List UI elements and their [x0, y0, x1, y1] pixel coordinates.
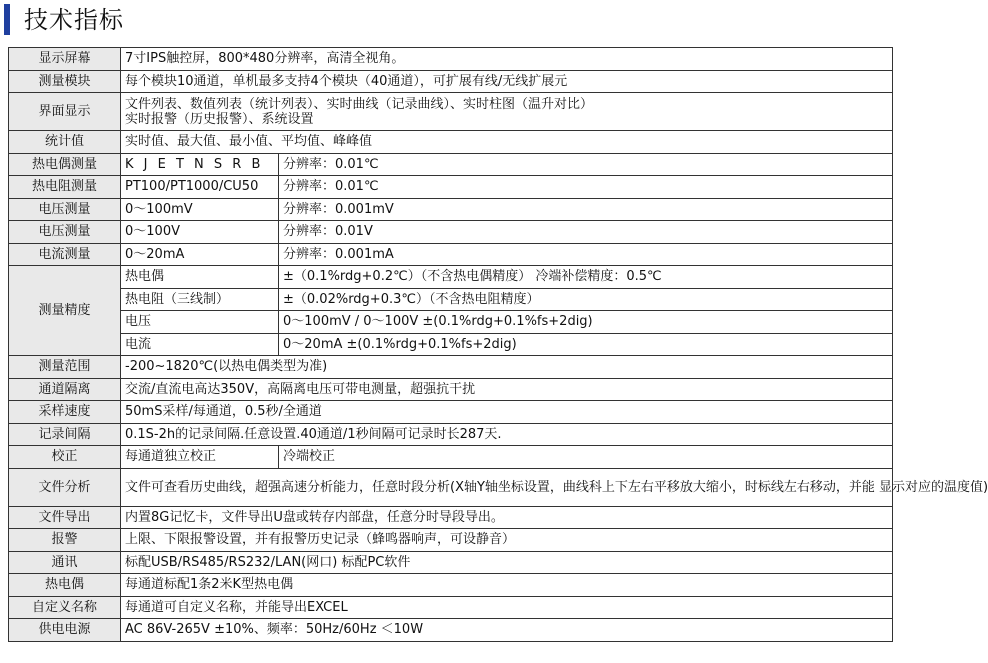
row-value-line: 文件列表、数值列表（统计列表）、实时曲线（记录曲线）、实时柱图（温升对比）	[125, 96, 594, 112]
row-label: 采样速度	[9, 401, 121, 424]
row-types: PT100/PT1000/CU50	[121, 176, 279, 199]
row-value: 每通道可自定义名称，并能导出EXCEL	[121, 596, 893, 619]
row-label: 记录间隔	[9, 423, 121, 446]
row-label: 校正	[9, 446, 121, 469]
row-types: K J E T N S R B	[121, 153, 279, 176]
table-row	[9, 356, 893, 379]
accuracy-item-name: 热电偶	[121, 266, 279, 289]
row-resolution: 分辨率：0.001mV	[279, 198, 893, 221]
row-resolution: 分辨率：0.01V	[279, 221, 893, 244]
row-value: 每通道标配1条2米K型热电偶	[121, 574, 893, 597]
page-title: 技术指标	[24, 6, 124, 34]
row-label: 显示屏幕	[9, 48, 121, 71]
table-row	[9, 221, 893, 244]
table-row	[9, 574, 893, 597]
table-row	[9, 176, 893, 199]
row-resolution: 分辨率：0.001mA	[279, 243, 893, 266]
spec-table	[8, 47, 988, 642]
table-row	[9, 423, 893, 446]
row-label: 文件导出	[9, 506, 121, 529]
row-label: 统计值	[9, 131, 121, 154]
row-value-right: 冷端校正	[279, 446, 893, 469]
row-value: 上限、下限报警设置，并有报警历史记录（蜂鸣器响声，可设静音）	[121, 529, 893, 552]
accuracy-item-value: ±（0.1%rdg+0.2℃）（不含热电偶精度） 冷端补偿精度：0.5℃	[279, 266, 893, 289]
row-value: 实时值、最大值、最小值、平均值、峰峰值	[121, 131, 893, 154]
row-label: 界面显示	[9, 93, 121, 131]
row-label: 通道隔离	[9, 378, 121, 401]
table-row	[9, 131, 893, 154]
row-label: 通讯	[9, 551, 121, 574]
table-row	[9, 48, 893, 71]
title-accent-bar	[4, 4, 10, 35]
row-value: 标配USB/RS485/RS232/LAN(网口) 标配PC软件	[121, 551, 893, 574]
row-value: AC 86V-265V ±10%、频率：50Hz/60Hz ＜10W	[121, 619, 893, 642]
row-label: 热电阻测量	[9, 176, 121, 199]
row-range: 0～100mV	[121, 198, 279, 221]
row-resolution: 分辨率：0.01℃	[279, 153, 893, 176]
row-value: 文件可查看历史曲线，超强高速分析能力，任意时段分析(X轴Y轴坐标设置，曲线科上下左右平移放大缩小，时标线左右移动，并能 显示对应的温度值)	[121, 468, 893, 506]
row-label: 测量模块	[9, 70, 121, 93]
table-row	[9, 378, 893, 401]
row-label: 报警	[9, 529, 121, 552]
accuracy-item-name: 电压	[121, 311, 279, 334]
row-label: 测量范围	[9, 356, 121, 379]
table-row	[9, 506, 893, 529]
row-value: 每个模块10通道，单机最多支持4个模块（40通道），可扩展有线/无线扩展元	[121, 70, 893, 93]
table-row	[9, 468, 893, 506]
table-row	[9, 551, 893, 574]
accuracy-item-name: 热电阻（三线制）	[121, 288, 279, 311]
table-row	[9, 266, 893, 289]
row-label: 供电电源	[9, 619, 121, 642]
row-range: 0～20mA	[121, 243, 279, 266]
row-label: 电压测量	[9, 221, 121, 244]
row-value: 交流/直流电高达350V，高隔离电压可带电测量，超强抗干扰	[121, 378, 893, 401]
row-value	[121, 93, 893, 131]
table-row	[9, 333, 893, 356]
row-value-left: 每通道独立校正	[121, 446, 279, 469]
row-label: 自定义名称	[9, 596, 121, 619]
table-row	[9, 529, 893, 552]
row-range: 0～100V	[121, 221, 279, 244]
table-row	[9, 198, 893, 221]
row-label: 热电偶测量	[9, 153, 121, 176]
table-row	[9, 93, 893, 131]
row-value: 7寸IPS触控屏，800*480分辨率，高清全视角。	[121, 48, 893, 71]
row-label: 文件分析	[9, 468, 121, 506]
accuracy-item-name: 电流	[121, 333, 279, 356]
row-value: 50mS采样/每通道，0.5秒/全通道	[121, 401, 893, 424]
table-row	[9, 288, 893, 311]
table-row	[9, 401, 893, 424]
row-label: 热电偶	[9, 574, 121, 597]
row-label: 电流测量	[9, 243, 121, 266]
accuracy-item-value: 0～20mA ±(0.1%rdg+0.1%fs+2dig)	[279, 333, 893, 356]
table-row	[9, 70, 893, 93]
row-label: 测量精度	[9, 266, 121, 356]
table-row	[9, 311, 893, 334]
row-value-line: 实时报警（历史报警）、系统设置	[125, 111, 314, 127]
table-row	[9, 243, 893, 266]
row-value: -200~1820℃(以热电偶类型为准)	[121, 356, 893, 379]
table-row	[9, 153, 893, 176]
accuracy-item-value: 0～100mV / 0～100V ±(0.1%rdg+0.1%fs+2dig)	[279, 311, 893, 334]
table-row	[9, 446, 893, 469]
row-resolution: 分辨率：0.01℃	[279, 176, 893, 199]
row-value: 内置8G记忆卡，文件导出U盘或转存内部盘，任意分时导段导出。	[121, 506, 893, 529]
table-row	[9, 596, 893, 619]
accuracy-item-value: ±（0.02%rdg+0.3℃）（不含热电阻精度）	[279, 288, 893, 311]
table-row	[9, 619, 893, 642]
row-label: 电压测量	[9, 198, 121, 221]
row-value: 0.1S-2h的记录间隔.任意设置.40通道/1秒间隔可记录时长287天.	[121, 423, 893, 446]
